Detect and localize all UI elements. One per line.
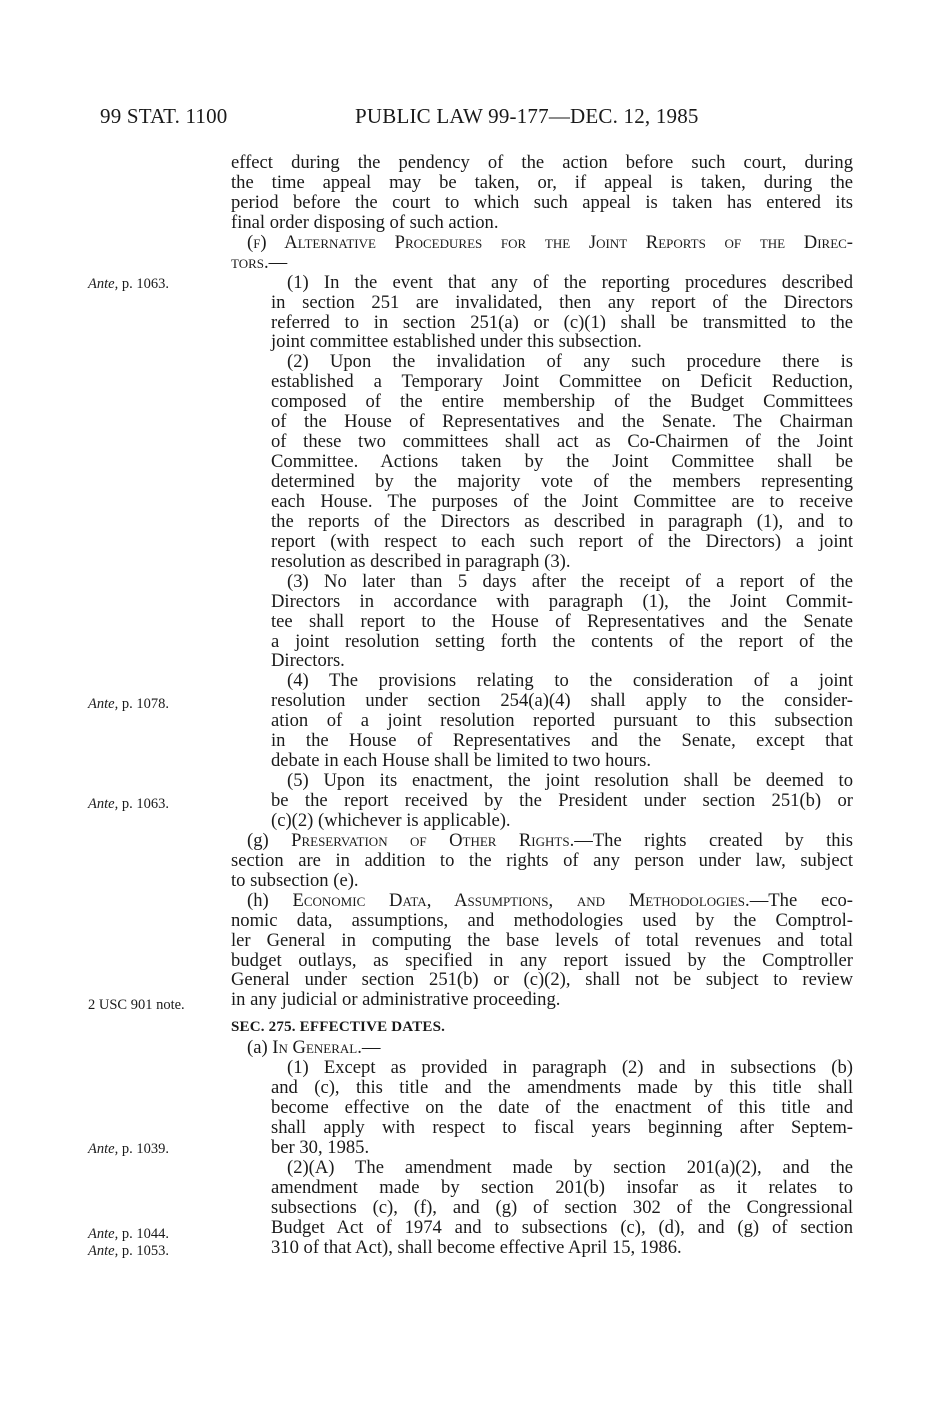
text-line: (c)(2) (whichever is applicable). [271,809,511,831]
text-line: Directors in accordance with paragraph (1), the Joint Commit- [271,590,853,612]
paragraph [271,273,853,353]
sidenote [88,997,185,1014]
text-line: the reports of the Directors as described in paragraph (1), and to [271,510,853,532]
text-line: joint committee established under this subsection. [271,331,642,353]
paragraph [271,771,853,831]
text-line: section are in addition to the rights of any person under law, subject [231,849,853,871]
text-line: determined by the majority vote of the members representing [271,471,853,492]
sidenote-ante: Ante, [88,1141,119,1157]
small-caps-heading: tors.— [231,251,288,273]
text-line: shall apply with respect to fiscal years beginning after Septem- [271,1117,853,1139]
text-segment: .— [357,1037,381,1059]
text-line: (1) Except as provided in paragraph (2) and in subsections (b) [287,1057,853,1079]
text-line: 310 of that Act), shall become effective April 15, 1986. [271,1236,682,1258]
paragraph [231,891,853,1011]
text-line: Directors. [271,650,345,672]
paragraph [231,831,853,891]
text-line: of the House of Representatives and the Senate. The Chairman [271,411,853,433]
text-line [231,253,853,273]
sidenote-ante: Ante, [88,696,119,712]
text-line: the time appeal may be taken, or, if appeal is taken, during the [231,171,853,193]
sidenote-page: p. 1063. [118,276,169,292]
text-line: (2)(A) The amendment made by section 201(a)(2), and the [287,1156,853,1178]
text-line: established a Temporary Joint Committee on Deficit Reduction, [271,371,853,393]
text-line: (4) The provisions relating to the consideration of a joint [287,670,853,692]
text-line: and (c), this title and the amendments made by this title shall [271,1077,853,1099]
paragraph [231,1038,853,1058]
text-line: period before the court to which such appeal is taken has entered its [231,191,853,213]
text-line: (3) No later than 5 days after the receipt of a report of the [287,570,853,592]
small-caps-heading: Economic Data, Assumptions, and Methodologies [292,889,746,911]
text-line: effect during the pendency of the action before such court, during [231,152,853,173]
text-line: ation of a joint resolution reported pursuant to this subsection [271,710,853,732]
running-title: PUBLIC LAW 99-177—DEC. 12, 1985 [355,104,699,128]
sidenote [88,276,169,293]
text-segment: (a) [247,1037,273,1059]
sidenote-page: p. 1044. [118,1226,169,1242]
paragraph [271,1158,853,1258]
text-line: in any judicial or administrative proceeding. [231,989,561,1011]
sidenote-ante: Ante, [88,276,119,292]
paragraph [271,572,853,672]
sidenote-page: p. 1078. [118,696,169,712]
text-segment: (g) [247,829,292,851]
sidenote-ante: Ante, [88,1226,119,1242]
sidenote [88,796,169,813]
text-line: ler General in computing the base levels of total revenues and total [231,929,853,951]
paragraph [231,153,853,233]
text-segment: .—The eco- [745,889,853,911]
paragraph [231,233,853,273]
sidenote-page: 2 USC 901 note. [88,997,185,1013]
text-line: referred to in section 251(a) or (c)(1) shall be transmitted to the [271,311,853,333]
text-line: (5) Upon its enactment, the joint resolution shall be deemed to [287,770,853,792]
text-line: final order disposing of such action. [231,211,499,233]
sidenote-page: p. 1039. [118,1141,169,1157]
body-text [231,153,853,1258]
text-line: debate in each House shall be limited to two hours. [271,750,652,772]
text-segment: (h) [247,889,293,911]
paragraph [271,352,853,571]
text-line: amendment made by section 201(b) insofar as it relates to [271,1176,853,1198]
text-line: nomic data, assumptions, and methodologies used by the Comptrol- [231,909,853,931]
text-line: budget outlays, as specified in any report issued by the Comptroller [231,949,853,971]
sidenote-ante: Ante, [88,1243,119,1259]
small-caps-heading: Preservation of Other Rights [291,829,570,851]
text-line: of these two committees shall act as Co-Chairmen of the Joint [271,431,853,453]
text-line: a joint resolution setting forth the contents of the report of the [271,630,853,652]
text-line: resolution under section 254(a)(4) shall apply to the consider- [271,690,853,712]
text-line [231,1038,853,1058]
text-line: resolution as described in paragraph (3). [271,550,571,572]
text-line [231,233,853,253]
text-line: General under section 251(b) or (c)(2), shall not be subject to review [231,969,853,991]
page-stat-reference: 99 STAT. 1100 [100,104,228,128]
sidenote [88,1226,169,1243]
sidenote [88,696,169,713]
sidenote [88,1141,169,1158]
text-line: in the House of Representatives and the Senate, except that [271,730,853,752]
sidenote-page: p. 1053. [118,1243,169,1259]
section-heading: SEC. 275. EFFECTIVE DATES. [231,1019,446,1036]
text-line: report (with respect to each such report of the Directors) a joint [271,530,853,552]
text-line: be the report received by the President under section 251(b) or [271,790,853,811]
sidenote-ante: Ante, [88,796,119,812]
sidenote [88,1243,169,1260]
text-line: tee shall report to the House of Representatives and the Senate [271,610,853,632]
sidenote-page: p. 1063. [118,796,169,812]
text-segment: .—The rights created by this [569,829,853,851]
small-caps-heading: In General [272,1037,358,1059]
text-line: (1) In the event that any of the reporting procedures described [287,271,853,293]
text-line: in section 251 are invalidated, then any report of the Directors [271,291,853,313]
text-line: Budget Act of 1974 and to subsections (c), (d), and (g) of section [271,1216,853,1238]
text-line: composed of the entire membership of the Budget Committees [271,391,853,413]
text-line [231,891,853,911]
text-line: ber 30, 1985. [271,1137,370,1158]
text-line: Committee. Actions taken by the Joint Committee shall be [271,451,853,473]
text-line: to subsection (e). [231,869,359,891]
text-line [231,831,853,851]
text-line: (2) Upon the invalidation of any such procedure there is [287,351,853,373]
text-line: subsections (c), (f), and (g) of section 302 of the Congressional [271,1196,853,1218]
text-line: become effective on the date of the enactment of this title and [271,1097,853,1119]
paragraph [271,1058,853,1158]
text-line: each House. The purposes of the Joint Committee are to receive [271,490,853,512]
small-caps-heading: (f) Alternative Procedures for the Joint Reports of the Direc- [247,231,853,253]
paragraph [271,671,853,771]
